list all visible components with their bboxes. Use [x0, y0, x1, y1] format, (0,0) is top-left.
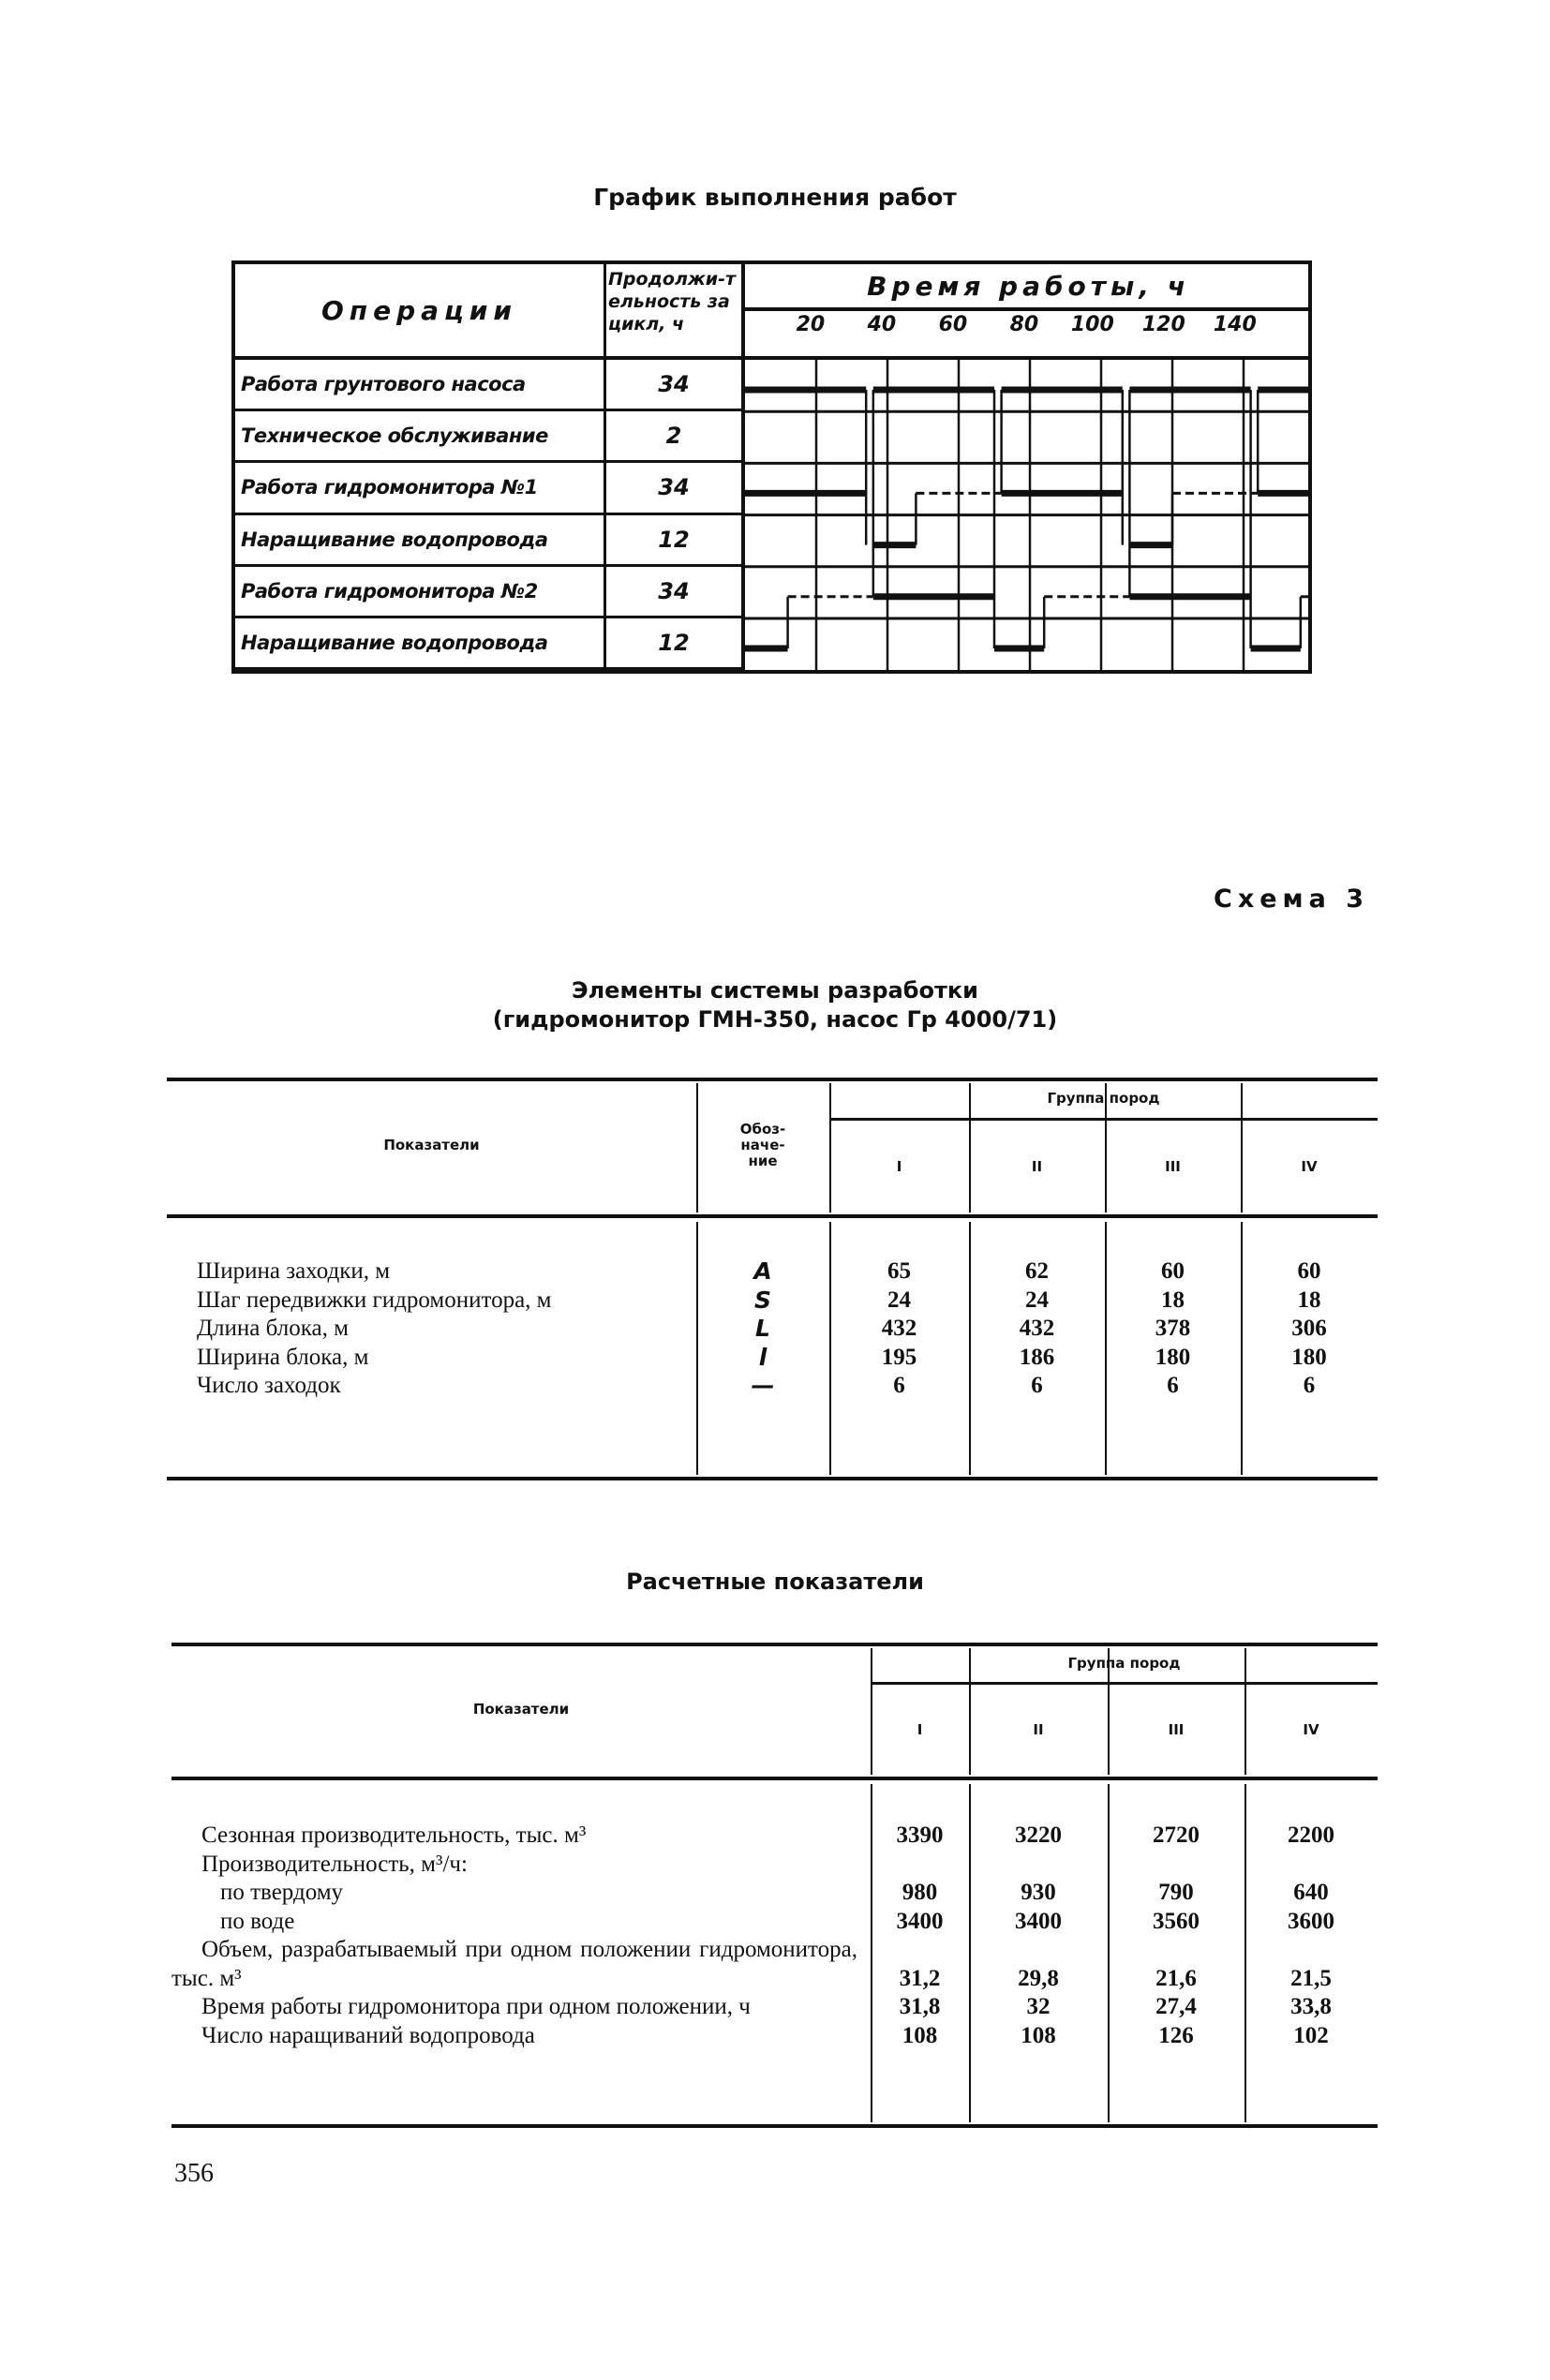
table-row: [171, 1993, 1378, 2022]
row-value: 432: [1019, 1316, 1055, 1341]
gantt-table: [231, 260, 1312, 674]
row-value: 24: [887, 1287, 911, 1313]
row-value: 640: [1293, 1880, 1329, 1905]
row-value: 60: [1161, 1258, 1185, 1284]
row-value: 31,2: [899, 1965, 941, 1991]
row-value: 27,4: [1155, 1994, 1197, 2019]
col-time: Время работы, ч: [745, 264, 1312, 311]
calc-title: Расчетные показатели: [626, 1569, 924, 1595]
row-value: 6: [1167, 1373, 1179, 1398]
row-symbol: L: [755, 1315, 770, 1342]
tick-label: 140: [1213, 313, 1257, 336]
row-symbol: S: [753, 1286, 771, 1314]
table-row: [167, 1372, 1378, 1401]
row-value: 18: [1161, 1287, 1185, 1313]
row-label: по твердому: [220, 1880, 344, 1905]
header-rule: [171, 1777, 1378, 1780]
row-value: 6: [1303, 1373, 1316, 1398]
gantt-title: График выполнения работ: [593, 184, 957, 211]
row-label: Время работы гидромонитора при одном положении, ч: [201, 1994, 751, 2019]
row-symbol: —: [751, 1372, 775, 1399]
row-value: 18: [1297, 1287, 1321, 1313]
table-bottom-rule: [171, 2124, 1378, 2128]
row-label: Сезонная производительность, тыс. м³: [201, 1822, 587, 1848]
table-row: [171, 1908, 1378, 1937]
row-value: 3400: [896, 1908, 944, 1934]
row-label: Длина блока, м: [197, 1316, 349, 1341]
table-body: [171, 1822, 1378, 2050]
row-value: 2200: [1288, 1822, 1334, 1848]
table-top-rule: [171, 1643, 1378, 1646]
table-row: [171, 2022, 1378, 2051]
col-group: Группа пород: [1067, 1655, 1181, 1672]
row-value: 21,5: [1290, 1965, 1332, 1991]
group-header: I: [917, 1720, 923, 1738]
row-value: 195: [881, 1344, 917, 1370]
row-value: 180: [1155, 1344, 1191, 1370]
operation-duration: 34: [606, 360, 745, 411]
page-number: 356: [174, 2159, 214, 2188]
row-value: 33,8: [1290, 1994, 1332, 2019]
row-value: 108: [902, 2022, 938, 2048]
row-value: 930: [1021, 1880, 1056, 1905]
table-row: [171, 1822, 1378, 1851]
row-value: 65: [887, 1258, 911, 1284]
gantt-chart-area: [745, 360, 1312, 670]
group-header: III: [1168, 1720, 1185, 1738]
operation-duration: 2: [606, 411, 745, 463]
operation-label: Техническое обслуживание: [235, 411, 606, 463]
scheme-label: Схема 3: [1214, 885, 1370, 914]
table-row: [171, 1851, 1378, 1880]
column-divider: [696, 1083, 698, 1212]
group-rule: [871, 1682, 1378, 1685]
table-row: [167, 1344, 1378, 1373]
row-label: Ширина блока, м: [197, 1344, 369, 1370]
table-row: [167, 1257, 1378, 1287]
group-header: I: [896, 1157, 902, 1175]
row-value: 3600: [1288, 1908, 1334, 1934]
row-value: 29,8: [1018, 1965, 1059, 1991]
row-label: Число заходок: [197, 1373, 341, 1398]
table-row: [171, 1879, 1378, 1908]
row-label: Число наращиваний водопровода: [201, 2022, 535, 2048]
row-value: 31,8: [899, 1994, 941, 2019]
table-top-rule: [167, 1078, 1378, 1081]
col-operations: Операции: [235, 264, 606, 360]
row-value: 3400: [1015, 1908, 1062, 1934]
row-value: 306: [1291, 1316, 1327, 1341]
col-symbol: Обоз-наче-ние: [739, 1121, 786, 1169]
row-label: Шаг передвижки гидромонитора, м: [197, 1287, 552, 1313]
col-indicator: Показатели: [472, 1700, 570, 1718]
row-label: Ширина заходки, м: [197, 1258, 391, 1284]
table-row: [167, 1315, 1378, 1344]
row-value: 378: [1155, 1316, 1191, 1341]
operation-duration: 12: [606, 618, 745, 670]
col-duration: Продолжи-тельность за цикл, ч: [606, 264, 745, 360]
operation-duration: 12: [606, 515, 745, 567]
row-value: 186: [1019, 1344, 1055, 1370]
table-bottom-rule: [167, 1477, 1378, 1480]
elements-subtitle: (гидромонитор ГМН-350, насос Гр 4000/71): [492, 1006, 1058, 1033]
operation-label: Работа гидромонитора №2: [235, 567, 606, 618]
row-value: 980: [902, 1880, 938, 1905]
operation-duration: 34: [606, 567, 745, 618]
tick-label: 60: [938, 313, 968, 336]
row-value: 62: [1025, 1258, 1049, 1284]
row-value: 3390: [896, 1822, 944, 1848]
row-symbol: A: [753, 1257, 772, 1285]
row-value: 3560: [1153, 1908, 1200, 1934]
elements-title: Элементы системы разработки: [571, 977, 978, 1004]
table-row: [171, 1936, 1378, 1993]
tick-label: 80: [1009, 313, 1039, 336]
row-value: 790: [1158, 1880, 1194, 1905]
col-group: Группа пород: [1047, 1090, 1160, 1107]
row-value: 108: [1021, 2022, 1056, 2048]
row-value: 6: [1031, 1373, 1043, 1398]
table-body: [167, 1257, 1378, 1401]
group-header: IV: [1303, 1720, 1319, 1738]
tick-label: 120: [1141, 313, 1185, 336]
row-value: 102: [1293, 2022, 1329, 2048]
group-header: III: [1165, 1157, 1181, 1175]
row-value: 24: [1025, 1287, 1049, 1313]
operation-label: Работа грунтового насоса: [235, 360, 606, 411]
row-value: 432: [881, 1316, 917, 1341]
time-axis: [745, 264, 1312, 360]
group-header: IV: [1301, 1157, 1318, 1175]
row-value: 2720: [1153, 1822, 1200, 1848]
row-symbol: l: [758, 1343, 768, 1371]
row-value: 180: [1291, 1344, 1327, 1370]
row-value: 60: [1297, 1258, 1321, 1284]
row-value: 6: [893, 1373, 905, 1398]
group-rule: [829, 1118, 1378, 1121]
table-row: [167, 1287, 1378, 1316]
row-value: 3220: [1015, 1822, 1062, 1848]
tick-label: 40: [867, 313, 897, 336]
col-indicator: Показатели: [383, 1137, 480, 1153]
row-value: 32: [1026, 1994, 1051, 2019]
row-label: по воде: [220, 1908, 295, 1934]
row-value: 21,6: [1155, 1965, 1197, 1991]
operation-label: Наращивание водопровода: [235, 618, 606, 670]
row-label: Производительность, м³/ч:: [201, 1851, 468, 1877]
operation-duration: 34: [606, 463, 745, 514]
operation-label: Работа гидромонитора №1: [235, 463, 606, 514]
group-header: II: [1033, 1720, 1044, 1738]
tick-label: 20: [796, 313, 826, 336]
row-value: 126: [1158, 2022, 1194, 2048]
header-rule: [167, 1214, 1378, 1218]
tick-label: 100: [1070, 313, 1114, 336]
row-label: Объем, разрабатываемый при одном положении гидромонитора, тыс. м³: [171, 1937, 857, 1991]
group-header: II: [1031, 1157, 1043, 1175]
operation-label: Наращивание водопровода: [235, 515, 606, 567]
